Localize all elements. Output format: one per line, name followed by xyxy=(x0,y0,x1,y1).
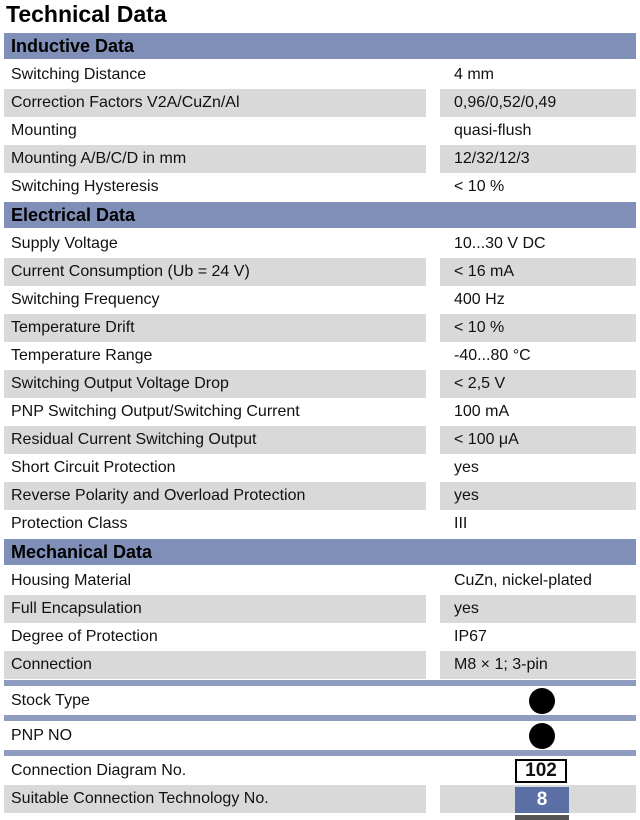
row-label: Mounting A/B/C/D in mm xyxy=(4,145,426,173)
table-row xyxy=(4,398,636,426)
section-header-electrical: Electrical Data xyxy=(4,202,636,228)
table-row xyxy=(4,173,636,201)
table-row xyxy=(4,595,636,623)
table-row xyxy=(4,623,636,651)
row-value: yes xyxy=(454,459,479,476)
row-label: Correction Factors V2A/CuZn/Al xyxy=(4,89,426,117)
row-label: Suitable Connection Technology No. xyxy=(4,785,426,813)
row-value: IP67 xyxy=(454,628,487,645)
table-row xyxy=(4,258,636,286)
row-label: Switching Frequency xyxy=(11,291,160,308)
filled-dot-icon xyxy=(529,723,555,749)
table-row xyxy=(4,454,636,482)
table-row xyxy=(4,117,636,145)
section-divider xyxy=(4,680,636,686)
row-value: < 2,5 V xyxy=(440,370,636,398)
table-row xyxy=(4,426,636,454)
table-row xyxy=(4,145,636,173)
table-row xyxy=(4,286,636,314)
row-value: M8 × 1; 3-pin xyxy=(440,651,636,679)
connection-technology-number: 8 xyxy=(515,787,569,813)
row-value: III xyxy=(454,515,468,532)
row-label: Protection Class xyxy=(11,515,128,532)
table-row xyxy=(4,482,636,510)
row-label: PNP NO xyxy=(11,727,73,744)
row-value: CuZn, nickel-plated xyxy=(454,572,592,589)
page-title: Technical Data xyxy=(6,1,167,27)
row-label: Switching Distance xyxy=(11,66,147,83)
table-row xyxy=(4,230,636,258)
row-value: < 100 μA xyxy=(440,426,636,454)
section-divider xyxy=(4,750,636,756)
row-label: Connection Diagram No. xyxy=(11,762,187,779)
row-label: Switching Output Voltage Drop xyxy=(4,370,426,398)
row-label: Stock Type xyxy=(11,692,90,709)
row-value: 4 mm xyxy=(454,66,494,83)
row-label: Mounting xyxy=(11,122,77,139)
row-label: Reverse Polarity and Overload Protection xyxy=(4,482,426,510)
row-label: Short Circuit Protection xyxy=(11,459,176,476)
section-header-mechanical: Mechanical Data xyxy=(4,539,636,565)
row-label: Connection xyxy=(4,651,426,679)
row-value: < 16 mA xyxy=(440,258,636,286)
row-value: yes xyxy=(440,595,636,623)
row-label: Housing Material xyxy=(11,572,132,589)
row-label: Current Consumption (Ub = 24 V) xyxy=(4,258,426,286)
row-label: Residual Current Switching Output xyxy=(4,426,426,454)
table-row xyxy=(4,370,636,398)
section-divider xyxy=(4,715,636,721)
table-row xyxy=(4,651,636,679)
row-value: 12/32/12/3 xyxy=(440,145,636,173)
row-value: 100 mA xyxy=(454,403,510,420)
table-row xyxy=(4,314,636,342)
table-row xyxy=(4,61,636,89)
section-header-inductive: Inductive Data xyxy=(4,33,636,59)
row-label: Supply Voltage xyxy=(11,235,118,252)
row-value: 10...30 V DC xyxy=(454,235,546,252)
table-row xyxy=(4,342,636,370)
row-value: 400 Hz xyxy=(454,291,505,308)
table-row xyxy=(4,567,636,595)
row-label: PNP Switching Output/Switching Current xyxy=(11,403,300,420)
row-value: < 10 % xyxy=(440,314,636,342)
row-label: Switching Hysteresis xyxy=(11,178,159,195)
row-value: yes xyxy=(440,482,636,510)
row-value: 0,96/0,52/0,49 xyxy=(440,89,636,117)
row-value: < 10 % xyxy=(454,178,505,195)
row-label: Temperature Drift xyxy=(4,314,426,342)
filled-dot-icon xyxy=(529,688,555,714)
row-label: Temperature Range xyxy=(11,347,153,364)
partial-box xyxy=(515,815,569,820)
row-value: quasi-flush xyxy=(454,122,532,139)
connection-diagram-number: 102 xyxy=(515,759,567,783)
row-label: Degree of Protection xyxy=(11,628,158,645)
row-label: Full Encapsulation xyxy=(4,595,426,623)
row-value: -40...80 °C xyxy=(454,347,531,364)
table-row xyxy=(4,89,636,117)
table-row xyxy=(4,510,636,538)
